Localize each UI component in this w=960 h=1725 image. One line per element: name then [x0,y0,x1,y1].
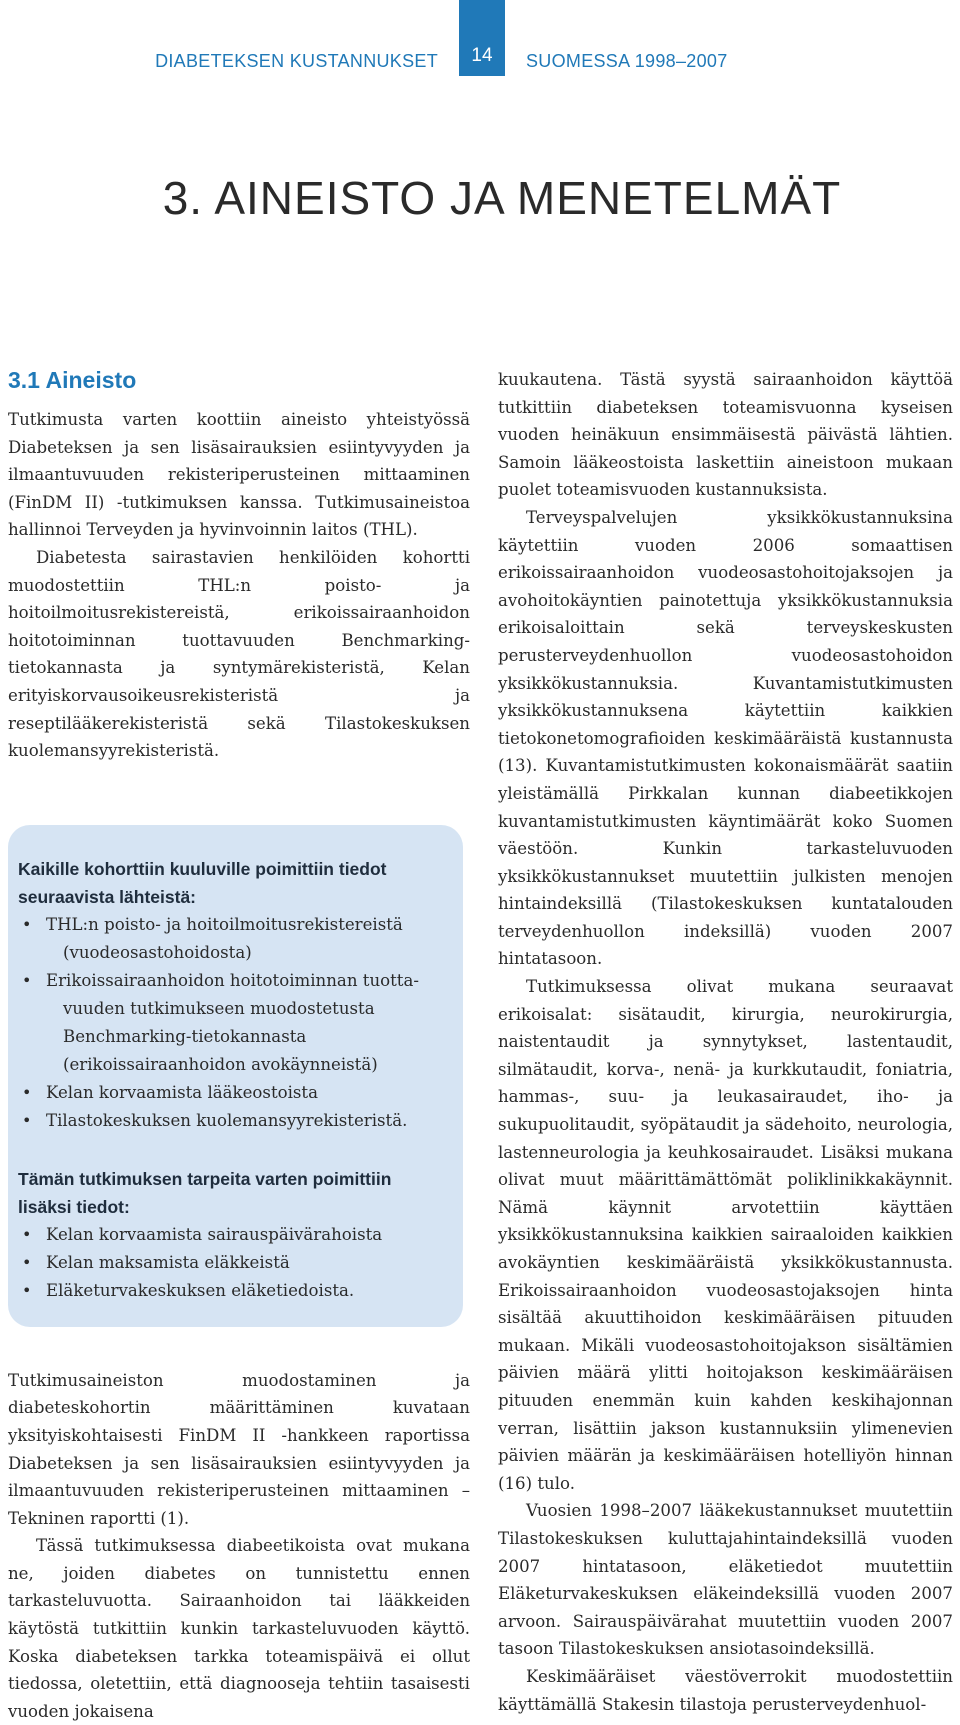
bullet-icon: • [22,1110,32,1130]
paragraph: Diabetesta sairastavien henkilöiden kohortti muodostettiin THL:n poisto- ja hoitoilmoitusrekistereistä, erikoissairaanhoidon hoitotoiminnan tuottavuuden Benchmarking-tietokannasta ja syntymärekisteristä, Kelan erityiskorvausoikeusrekisteristä ja reseptilääkerekisteristä sekä Tilastokeskuksen kuolemansyyrekisteristä. [8,547,470,761]
left-column [8,366,470,1725]
page-number: 14 [471,45,493,66]
bullet-icon: • [22,1224,32,1244]
additional-list [18,1221,445,1305]
paragraph: Vuosien 1998–2007 lääkekustannukset muutettiin Tilastokeskuksen kuluttajahintaindeksillä vuoden 2007 hintatasoon, eläketiedot muutettiin Eläketurvakeskuksen eläkeindeksillä vuoden 2007 arvoon. Sairauspäivärahat muutettiin vuoden 2007 tasoon Tilastokeskuksen ansiotasoindeksillä. [498,1501,953,1659]
paragraph: Tutkimuksessa olivat mukana seuraavat erikoisalat: sisätaudit, kirurgia, neurokirurgia, naistentaudit ja synnytykset, lastentaudit, silmätaudit, korva-, nenä- ja kurkkutaudit, foniatria, hammas-, suu- ja leukasairaudet, iho- ja sukupuolitaudit, syöpätaudit ja sädehoito, neurologia, lastenneurologia ja keuhkosairaudet. Lisäksi mukana olivat muut määrittämättömät poliklinikkakäynnit. Nämä käynnit arvotettiin käyttäen yksikkökustannuksina kaikkien sairaaloiden kaikkien avokäyntien keskimääräistä yksikkökustannusta. Erikoissairaanhoidon vuodeosastojaksojen hinta sisältää akuuttihoidon keskimääräisen pituuden mukaan. Mikäli vuodeosastohoitojakson sisältämien päivien määrä ylitti hoitojakson keskimääräisen pituuden enemmän kuin kahden keskihajonnan verran, lisättiin jakson kustannuksiin ylimenevien päivien määrän ja keskimääräisen hotelliyön hinnan (16) tulo. [498,977,953,1493]
chapter-title: 3. AINEISTO JA MENETELMÄT [162,172,842,224]
paragraph: Tutkimusta varten koottiin aineisto yhteistyössä Diabeteksen ja sen lisäsairauksien esiintyvyyden ja ilmaantuvuuden rekisteriperusteinen mittaaminen (FinDM II) -tutkimuksen kanssa. Tutkimusaineistoa hallinnoi Terveyden ja hyvinvoinnin laitos (THL). [8,410,470,540]
list-item: • Tilastokeskuksen kuolemansyyrekisteristä. [18,1107,445,1135]
list-item: • Kelan korvaamista lääkeostoista [18,1079,445,1107]
section-title: 3.1 Aineisto [8,367,137,393]
page-header [0,0,960,90]
bullet-icon: • [22,970,32,990]
list-item: • Kelan maksamista eläkkeistä [18,1249,445,1277]
list-item: • Erikoissairaanhoidon hoitotoiminnan tuotta- vuuden tutkimukseen muodostetusta Benchmarking-tietokannasta (erikoissairaanhoidon avokäynneistä) [18,967,445,1079]
bullet-icon: • [22,1280,32,1300]
bullet-icon: • [22,1252,32,1272]
source-list [18,911,445,1135]
page-number-tab [459,0,505,76]
running-title-right: SUOMESSA 1998–2007 [526,51,728,71]
paragraph: Terveyspalvelujen yksikkökustannuksina käytettiin vuoden 2006 somaattisen erikoissairaanhoidon vuodeosastohoitojaksojen ja avohoitokäyntien painotettuja yksikkökustannuksia erikoisaloittain sekä terveyskeskusten perusterveydenhuollon vuodeosastohoidon yksikkökustannuksia. Kuvantamistutkimusten yksikkökustannuksena käytettiin kaikkien tietokonetomografioiden keskimääräistä kustannusta (13). Kuvantamistutkimusten kokonaismäärät saatiin yleistämällä Pirkkalan kunnan diabeetikkojen kuvantamistutkimusten käyntimäärät koko Suomen väestöön. Kunkin tarkasteluvuoden yksikkökustannukset muutettiin julkisten menojen hintaindeksillä (Tilastokeskuksen kuntatalouden terveydenhuollon indeksillä) vuoden 2007 hintatasoon. [498,507,953,969]
list-item: • Kelan korvaamista sairauspäivärahoista [18,1221,445,1249]
info-box-heading: Tämän tutkimuksen tarpeita varten poimittiin lisäksi tiedot: [18,1168,392,1217]
paragraph: Tässä tutkimuksessa diabeetikoista ovat mukana ne, joiden diabetes on tunnistettu ennen tarkasteluvuotta. Sairaanhoidon tai lääkkeiden käytöstä tutkittiin kunkin tarkasteluvuoden käyttö. Koska diabeteksen tarkka toteamispäivä ei ollut tiedossa, oletettiin, että diagnooseja tehtiin tasaisesti vuoden jokaisena [8,1536,470,1721]
list-item: • Eläketurvakeskuksen eläketiedoista. [18,1277,445,1305]
list-item: • THL:n poisto- ja hoitoilmoitusrekistereistä (vuodeosastohoidosta) [18,911,445,967]
bullet-icon: • [22,1082,32,1102]
info-box [8,825,463,1327]
info-box-heading: Kaikille kohorttiin kuuluville poimittiin tiedot seuraavista lähteistä: [18,858,387,907]
running-title-left: DIABETEKSEN KUSTANNUKSET [155,51,438,71]
right-column [498,366,953,1718]
paragraph: kuukautena. Tästä syystä sairaanhoidon käyttöä tutkittiin diabeteksen toteamisvuonna kyseisen vuoden heinäkuun ensimmäisestä päivästä lähtien. Samoin lääkeostoista laskettiin aineistoon mukaan puolet toteamisvuoden kustannuksista. [498,370,953,500]
paragraph: Tutkimusaineiston muodostaminen ja diabeteskohortin määrittäminen kuvataan yksityiskohtaisesti FinDM II -hankkeen raportissa Diabeteksen ja sen lisäsairauksien esiintyvyyden ja ilmaantuvuuden rekisteriperusteinen mittaaminen – Tekninen raportti (1). [8,1370,470,1528]
paragraph: Keskimääräiset väestöverrokit muodostettiin käyttämällä Stakesin tilastoja perusterveydenhuol- [498,1666,953,1714]
bullet-icon: • [22,914,32,934]
